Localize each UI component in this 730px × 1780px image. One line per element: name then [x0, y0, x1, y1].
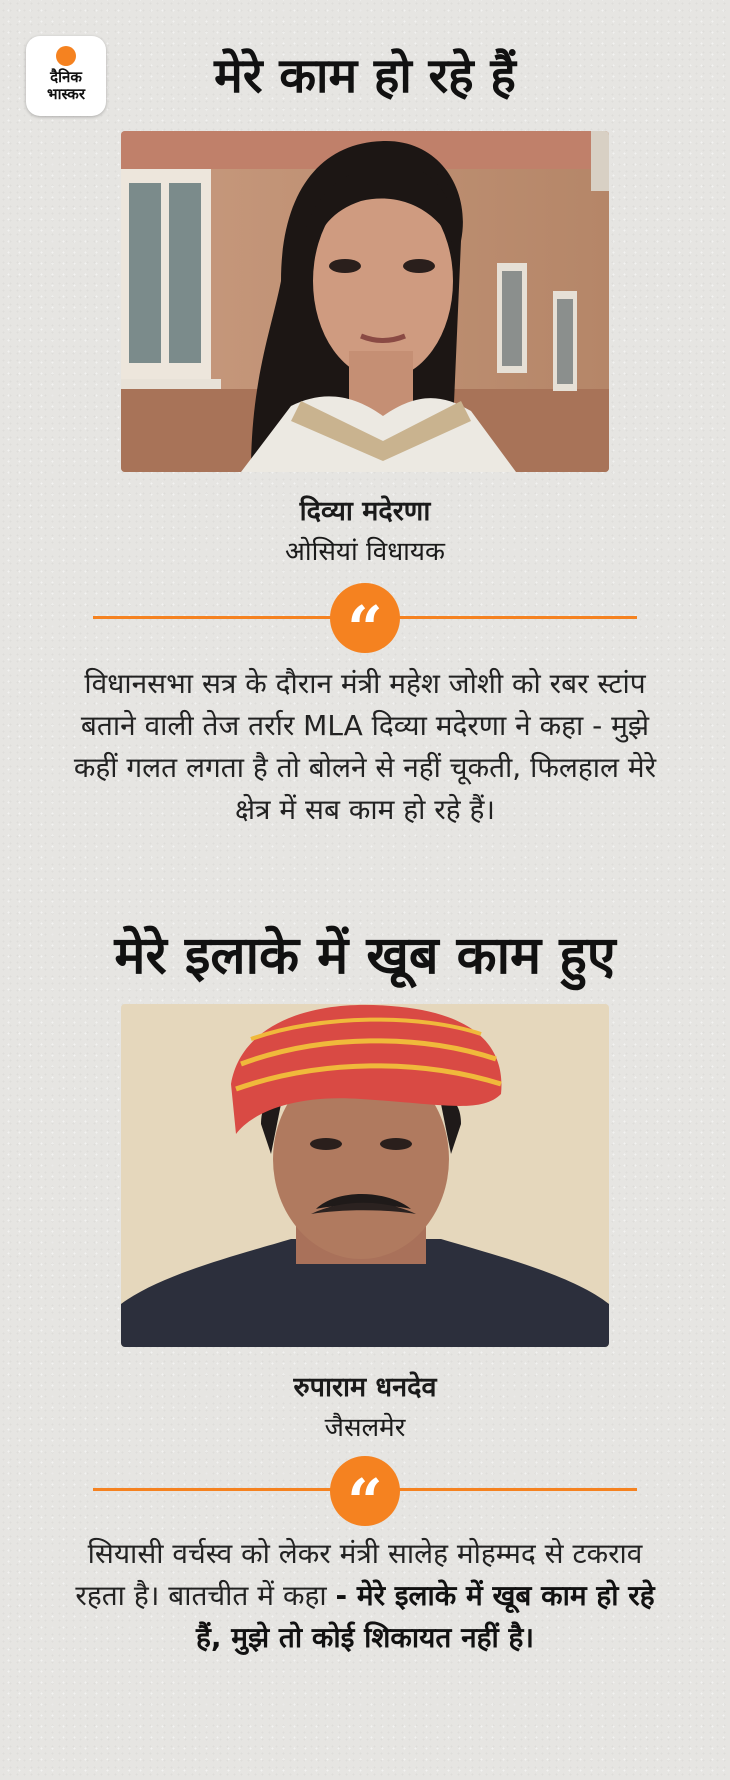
logo-text-line1: दैनिक — [50, 68, 82, 86]
quote-text-2 — [70, 1533, 660, 1659]
quote-icon: “ — [330, 1456, 400, 1526]
headline-1: मेरे काम हो रहे हैं — [214, 48, 516, 104]
person-name-1: दिव्या मदेरणा — [299, 496, 431, 527]
portrait-photo-ruparam — [121, 1004, 609, 1347]
person-role-2: जैसलमेर — [324, 1413, 406, 1443]
headline-2: मेरे इलाके में खूब काम हुए — [114, 926, 616, 986]
person-name-2: रुपाराम धनदेव — [293, 1372, 437, 1403]
quote-icon: “ — [330, 583, 400, 653]
quote-text-1: विधानसभा सत्र के दौरान मंत्री महेश जोशी को रबर स्टांप बताने वाली तेज तर्रार MLA दिव्या मदेरणा ने कहा - मुझे कहीं गलत लगता है तो बोलने से नहीं चूकती, फिलहाल मेरे क्षेत्र में सब काम हो रहे हैं। — [73, 667, 657, 826]
quote-text-2-normal: सियासी वर्चस्व को लेकर मंत्री सालेह मोहम्मद से टकराव रहता है। बातचीत में कहा — [75, 1537, 643, 1612]
quote-text-2-bold: - मेरे इलाके में खूब काम हो रहे हैं, मुझे तो कोई शिकायत नहीं है। — [195, 1579, 655, 1654]
logo-text-line2: भास्कर — [47, 85, 85, 103]
portrait-photo-divya — [121, 131, 609, 472]
person-role-1: ओसियां विधायक — [285, 537, 445, 567]
